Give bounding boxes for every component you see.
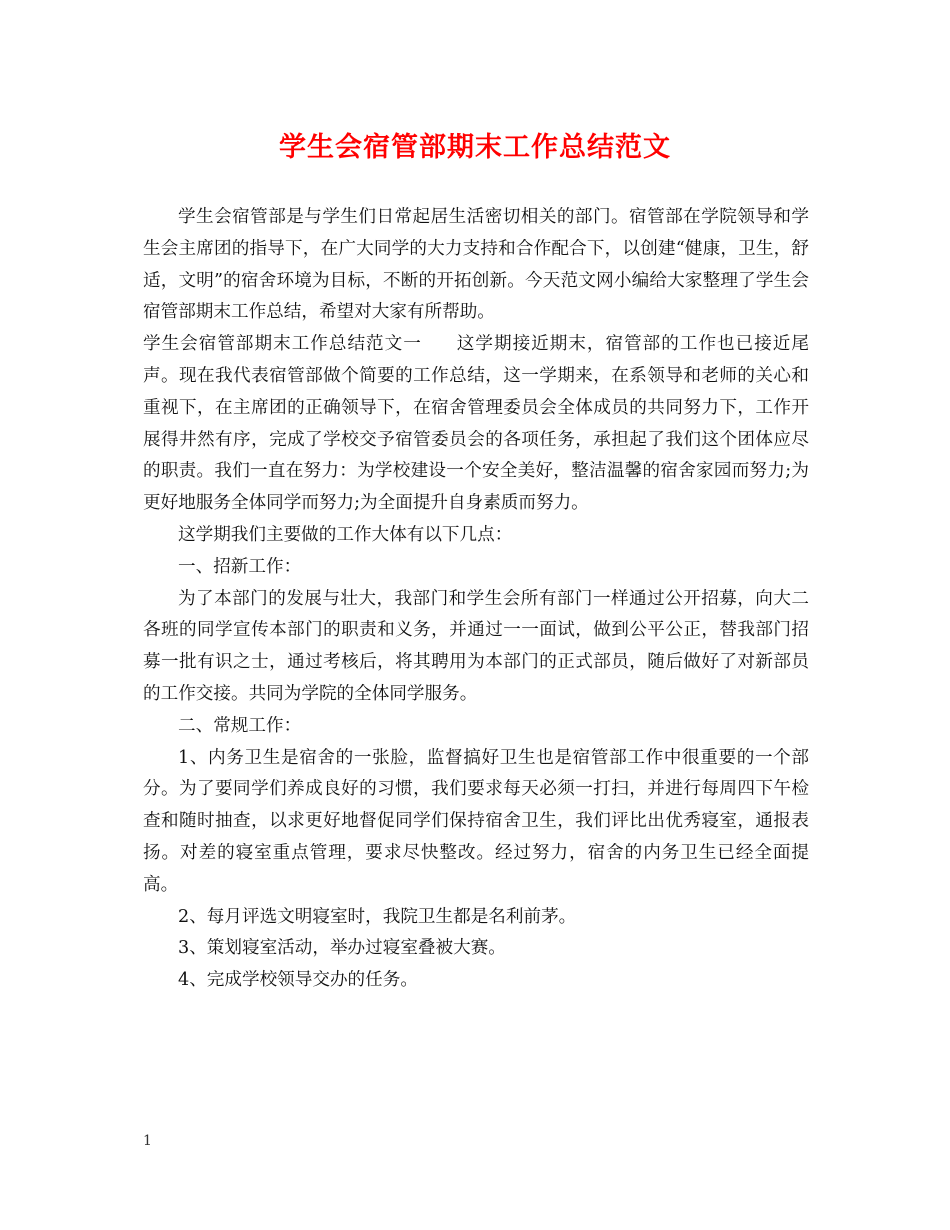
list-item: 4、完成学校领导交办的任务。 bbox=[178, 970, 418, 991]
opening-paragraph bbox=[143, 329, 809, 520]
list-item: 3、策划寝室活动，举办过寝室叠被大赛。 bbox=[178, 938, 506, 959]
section1-paragraph: 为了本部门的发展与壮大，我部门和学生会所有部门一样通过公开招募，向大二各班的同学宣传本部门的职责和义务，并通过一一面试，做到公平公正，替我部门招募一批有识之士，通过考核后，将其聘用为本部门的正式部员，随后做好了对新部员的工作交接。共同为学院的全体同学服务。 bbox=[143, 588, 809, 704]
section2-heading: 二、常规工作： bbox=[178, 715, 302, 736]
section1-heading: 一、招新工作： bbox=[178, 556, 302, 577]
document-body bbox=[143, 202, 809, 997]
document-title: 学生会宿管部期末工作总结范文 bbox=[279, 132, 671, 163]
overview-paragraph: 这学期我们主要做的工作大体有以下几点： bbox=[178, 524, 513, 545]
subtitle-text: 学生会宿管部期末工作总结范文一 bbox=[143, 334, 422, 355]
list-item: 1、内务卫生是宿舍的一张脸，监督搞好卫生也是宿管部工作中很重要的一个部分。为了要同学们养成良好的习惯，我们要求每天必须一打扫，并进行每周四下午检查和随时抽查，以求更好地督促同学们保持宿舍卫生，我们评比出优秀寝室，通报表扬。对差的寝室重点管理，要求尽快整改。经过努力，宿舍的内务卫生已经全面提高。 bbox=[143, 747, 809, 895]
opening-text: 这学期接近期末，宿管部的工作也已接近尾声。现在我代表宿管部做个简要的工作总结，这一学期来，在系领导和老师的关心和重视下，在主席团的正确领导下，在宿舍管理委员会全体成员的共同努力下，工作开展得井然有序，完成了学校交予宿管委员会的各项任务，承担起了我们这个团体应尽的职责。我们一直在努力：为学校建设一个安全美好，整洁温馨的宿舍家园而努力;为更好地服务全体同学而努力;为全面提升自身素质而努力。 bbox=[143, 334, 809, 514]
page-number: 1 bbox=[143, 1133, 152, 1149]
list-item: 2、每月评选文明寝室时，我院卫生都是名利前茅。 bbox=[178, 906, 577, 927]
intro-paragraph: 学生会宿管部是与学生们日常起居生活密切相关的部门。宿管部在学院领导和学生会主席团的指导下，在广大同学的大力支持和合作配合下，以创建“健康，卫生，舒适，文明”的宿舍环境为目标，不断的开拓创新。今天范文网小编给大家整理了学生会宿管部期末工作总结，希望对大家有所帮助。 bbox=[143, 207, 809, 323]
